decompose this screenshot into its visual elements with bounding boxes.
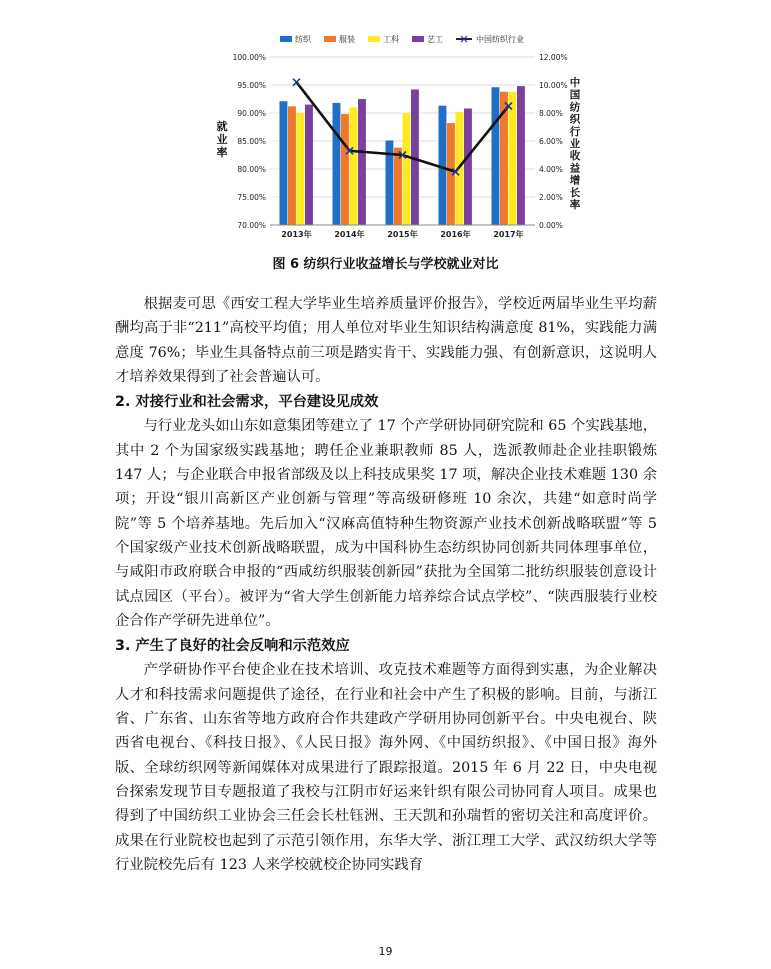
page-number: 19: [378, 945, 393, 958]
legend-label: 中国纺织行业: [476, 35, 524, 44]
figure-caption: 图 6 纺织行业收益增长与学校就业对比: [272, 257, 499, 272]
bar-纺织: [280, 101, 288, 225]
right-axis-title-char: 业: [569, 138, 581, 150]
employment-vs-industry-chart: [210, 30, 581, 250]
x-tick-label: 2017年: [493, 230, 524, 239]
paragraph-survey: 根据麦可思《西安工程大学毕业生培养质量评价报告》，学校近两届毕业生平均薪酬均高于非“211”高校平均值；用人单位对毕业生知识结构满意度 81%，实践能力满意度 76%；毕业生具备特点前三项是踏实肯干、实践能力强、有创新意识，这说明人才培养效果得到了社会普遍认可。: [115, 296, 657, 385]
right-axis-title-char: 长: [569, 186, 581, 199]
left-tick-label: 80.00%: [237, 165, 266, 174]
x-tick-label: 2015年: [387, 230, 418, 239]
right-tick-label: 4.00%: [539, 165, 563, 174]
right-axis-title-char: 中: [569, 77, 581, 89]
right-axis-title-char: 增: [569, 174, 581, 187]
bar-纺织: [439, 106, 447, 225]
bar-服装: [341, 114, 349, 225]
right-axis-title-char: 国: [569, 89, 581, 102]
bar-艺工: [517, 86, 525, 225]
bar-工科: [509, 92, 517, 225]
bar-工科: [403, 113, 411, 225]
right-tick-label: 2.00%: [539, 193, 563, 202]
legend-label: 工科: [383, 35, 399, 44]
left-tick-label: 75.00%: [237, 193, 266, 202]
paragraph-impact: 产学研协作平台使企业在技术培训、攻克技术难题等方面得到实惠，为企业解决人才和科技需求问题提供了途径，在行业和社会中产生了积极的影响。目前，与浙江省、广东省、山东省等地方政府合作共建政产学研用协同创新平台。中央电视台、陕西省电视台、《科技日报》、《人民日报》海外网、《中国纺织报》、《中国日报》海外版、全球纺织网等新闻媒体对成果进行了跟踪报道。2015 年 6 月 22 日，中央电视台探索发现节目专题报道了我校与江阴市好运来针织有限公司协同育人项目。成果也得到了中国纺织工业协会三任会长杜钰洲、王天凯和孙瑞哲的密切关注和高度评价。成果在行业院校也起到了示范引领作用，东华大学、浙江理工大学、武汉纺织大学等行业院校先后有 123 人来学校就校企协同实践育: [115, 662, 657, 873]
left-tick-label: 100.00%: [232, 53, 266, 62]
right-tick-label: 0.00%: [539, 221, 563, 230]
bar-艺工: [305, 105, 313, 225]
left-tick-label: 95.00%: [237, 81, 266, 90]
bar-艺工: [464, 109, 472, 225]
right-axis-title-char: 织: [569, 113, 581, 126]
left-tick-label: 85.00%: [237, 137, 266, 146]
right-axis-title-char: 纺: [569, 101, 581, 114]
bar-纺织: [492, 87, 500, 225]
section-heading-3: 3. 产生了良好的社会反响和示范效应: [115, 638, 350, 655]
left-axis-title-char: 业: [216, 133, 228, 146]
x-tick-label: 2014年: [334, 230, 365, 239]
legend-swatch-服装: [324, 36, 336, 42]
right-axis-title-char: 率: [569, 199, 581, 211]
right-axis-title-char: 益: [569, 162, 581, 175]
legend-swatch-艺工: [412, 36, 424, 42]
section-heading-2: 2. 对接行业和社会需求，平台建设见成效: [115, 394, 379, 411]
right-axis-title-char: 行: [569, 125, 581, 138]
chart-legend: [280, 34, 524, 44]
right-axis-title-char: 收: [569, 150, 581, 163]
bar-艺工: [358, 99, 366, 225]
bar-纺织: [333, 103, 341, 225]
right-tick-label: 8.00%: [539, 109, 563, 118]
legend-label: 纺织: [295, 35, 311, 44]
bar-工科: [350, 107, 358, 225]
bar-服装: [288, 106, 296, 225]
legend-label: 服装: [339, 35, 355, 44]
x-tick-label: 2016年: [440, 230, 471, 239]
x-tick-label: 2013年: [281, 230, 312, 239]
bar-工科: [297, 113, 305, 225]
left-tick-label: 70.00%: [237, 221, 266, 230]
bar-服装: [394, 148, 402, 225]
right-tick-label: 10.00%: [539, 81, 568, 90]
legend-swatch-纺织: [280, 36, 292, 42]
document-body: [115, 292, 657, 877]
legend-label: 艺工: [427, 35, 443, 44]
right-tick-label: 6.00%: [539, 137, 563, 146]
left-axis-title-char: 就: [216, 120, 228, 133]
legend-swatch-工科: [368, 36, 380, 42]
right-tick-label: 12.00%: [539, 53, 568, 62]
left-tick-label: 90.00%: [237, 109, 266, 118]
paragraph-platform: 与行业龙头如山东如意集团等建立了 17 个产学研协同研究院和 65 个实践基地，其中 2 个为国家级实践基地；聘任企业兼职教师 85 人，选派教师赴企业挂职锻炼 147 人；与企业联合申报省部级及以上科技成果奖 17 项，解决企业技术难题 130 余项；开设“银川高新区产业创新与管理”等高级研修班 10 余次，共建“如意时尚学院”等 5 个培养基地。先后加入“汉麻高值特种生物资源产业技术创新战略联盟”等 5 个国家级产业技术创新战略联盟，成为中国科协生态纺织协同创新共同体理事单位，与咸阳市政府联合申报的“西咸纺织服装创新园”获批为全国第二批纺织服装创意设计试点园区（平台）。被评为“省大学生创新能力培养综合试点学校”、“陕西服装行业校企合作产学研先进单位”。: [115, 418, 657, 629]
left-axis-title-char: 率: [216, 146, 228, 159]
